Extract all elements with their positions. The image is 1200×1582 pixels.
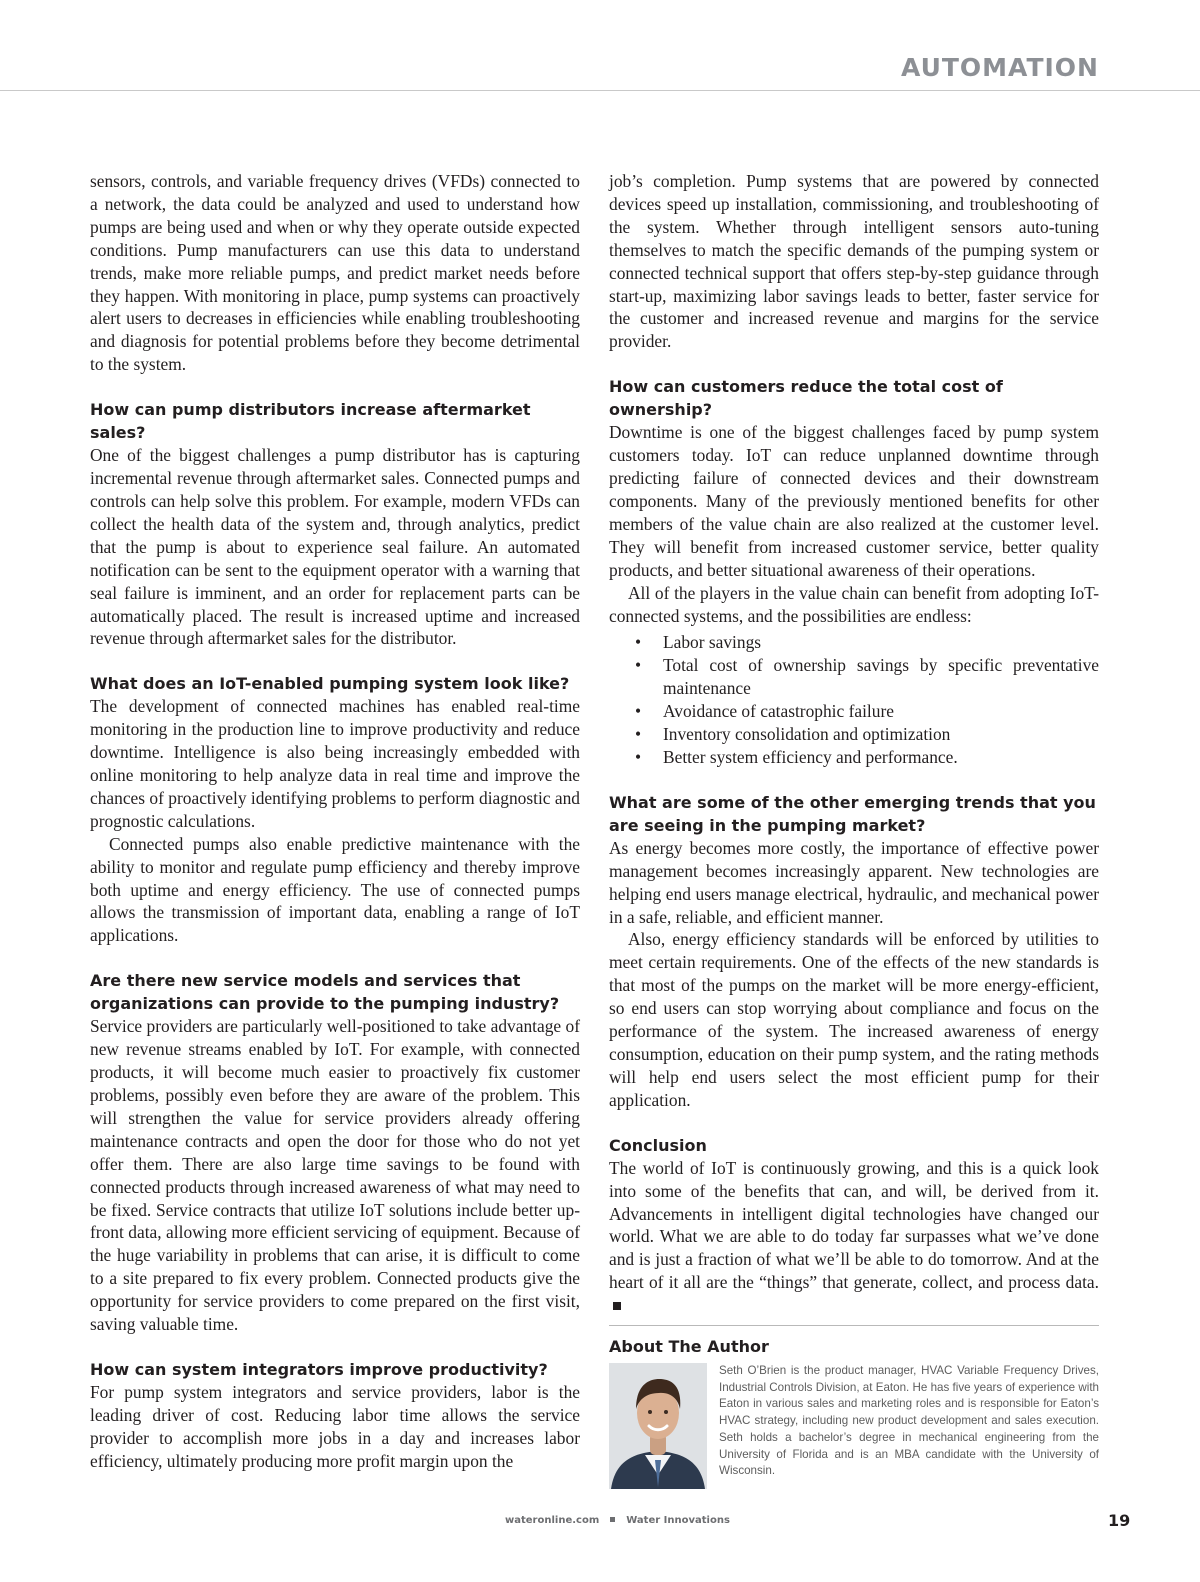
header-rule — [0, 90, 1200, 91]
list-item: • Better system efficiency and performance. — [635, 746, 958, 767]
iot-paragraph-1: The development of connected machines has enabled real-time monitoring in the production line to improve productivity and reduce downtime. Intelligence is also being increasingly embedded with online monitoring to help analyze data in real time and improve the chances of proactively identifying problems to perform diagnostic and prognostic calculations. — [90, 696, 580, 831]
bullet-icon: • — [635, 724, 642, 745]
bullet-icon: • — [635, 746, 642, 767]
benefits-list — [609, 631, 1099, 768]
section-title: AUTOMATION — [900, 53, 1099, 82]
intro-paragraph: sensors, controls, and variable frequency drives (VFDs) connected to a network, the data could be analyzed and used to understand how pumps are being used and when or why they operate outside expected conditions. Pump manufacturers can use this data to understand trends, make more reliable pumps, and predict market needs before they happen. With monitoring in place, pump systems can proactively alert users to decreases in efficiencies while enabling troubleshooting and diagnosis for potential problems before they become detrimental to the system. — [90, 171, 580, 375]
footer — [505, 1515, 730, 1526]
footer-publication: Water Innovations — [626, 1515, 730, 1526]
bullet-icon: • — [635, 701, 642, 722]
service-heading: Are there new service models and services that organizations can provide to the pumping industry? — [90, 971, 560, 1014]
iot-heading: What does an IoT-enabled pumping system look like? — [90, 674, 570, 694]
footer-site: wateronline.com — [505, 1515, 600, 1526]
integrators-heading: How can system integrators improve productivity? — [90, 1359, 548, 1379]
distributors-heading: How can pump distributors increase aftermarket sales? — [90, 400, 531, 443]
conclusion-paragraph: The world of IoT is continuously growing, and this is a quick look into some of the benefits that can, and will, be derived from it. Advancements in intelligent digital technologies have changed our world. What we are able to do today far surpasses what we’ve done and is just a fraction of what we’ll be able to do tomorrow. And at the heart of it all are the “things” that generate, collect, and process data. — [609, 1157, 1099, 1317]
continuation-paragraph: job’s completion. Pump systems that are powered by connected devices speed up installation, commissioning, and troubleshooting of the system. Whether through intelligent sensors auto-tuning themselves to match the specific demands of the pumping system or connected technical support that offers step-by-step guidance through start-up, maximizing labor savings leads to better, faster service for the customer and increased revenue and margins for the service provider. — [609, 171, 1099, 352]
author-heading: About The Author — [609, 1337, 769, 1357]
iot-paragraph-2: Connected pumps also enable predictive maintenance with the ability to monitor and regulate pump efficiency and thereby improve both uptime and energy efficiency. The use of connected pumps allows the transmission of important data, enabling a range of IoT applications. — [90, 833, 580, 946]
list-item: • Avoidance of catastrophic failure — [635, 701, 894, 722]
bullet-icon: • — [635, 655, 642, 676]
distributors-paragraph: One of the biggest challenges a pump distributor has is capturing incremental revenue through aftermarket sales. Connected pumps and controls can help solve this problem. For example, modern VFDs can collect the health data of the system and, through analytics, predict that the pump is about to experience seal failure. An automated notification can be sent to the equipment operator with a warning that seal failure is imminent, and an order for replacement parts can be automatically placed. The result is increased uptime and increased revenue through aftermarket sales for the distributor. — [90, 445, 580, 649]
author-box — [609, 1363, 1099, 1489]
ownership-paragraph-2: All of the players in the value chain can benefit from adopting IoT-connected systems, and the possibilities are endless: — [609, 582, 1099, 626]
author-photo — [609, 1363, 707, 1489]
bullet-icon: • — [635, 632, 642, 653]
left-column — [90, 170, 580, 1473]
author-divider — [609, 1325, 1099, 1326]
footer-separator-icon — [610, 1517, 615, 1522]
page-number: 19 — [1108, 1511, 1131, 1530]
ownership-heading: How can customers reduce the total cost of ownership? — [609, 377, 1003, 420]
list-item: • Labor savings — [635, 632, 762, 653]
trends-heading: What are some of the other emerging trends that you are seeing in the pumping market? — [609, 792, 1096, 835]
trends-paragraph-2: Also, energy efficiency standards will be enforced by utilities to meet certain requirements. One of the effects of the new standards is that most of the pumps on the market will be more energy-efficient, so end users can stop worrying about compliance and focus on the performance of the system. The increased awareness of energy consumption, education on their pump system, and the rating methods will help end users select the most efficient pump for their application. — [609, 929, 1099, 1110]
right-column — [609, 170, 1099, 1489]
ownership-paragraph-1: Downtime is one of the biggest challenges faced by pump system customers today. IoT can reduce unplanned downtime through predicting failure of connected devices and their downstream components. Many of the previously mentioned benefits for other members of the value chain are also realized at the customer level. They will benefit from increased customer service, better quality products, and better situational awareness of their operations. — [609, 422, 1099, 580]
list-item: • Total cost of ownership savings by specific preventative maintenance — [635, 655, 1099, 699]
conclusion-heading: Conclusion — [609, 1135, 707, 1155]
integrators-paragraph: For pump system integrators and service providers, labor is the leading driver of cost. Reducing labor time allows the service provider to accomplish more jobs in a day and increases labor efficiency, ultimately producing more profit margin upon the — [90, 1381, 580, 1471]
list-item: • Inventory consolidation and optimization — [635, 724, 951, 745]
service-paragraph: Service providers are particularly well-positioned to take advantage of new revenue streams enabled by IoT. For example, with connected products, it will become much easier to proactively fix customer problems, possibly even before they are aware of the problem. This will strengthen the value for service providers already offering maintenance contracts and open the door for those who do not yet offer them. There are also large time savings to be found with connected products through increased awareness of what may need to be fixed. Service contracts that utilize IoT solutions include better up-front data, allowing more efficient servicing of equipment. Because of the huge variability in problems that can arise, it is difficult to come to a site prepared to fix every problem. Connected products give the opportunity for service providers to come prepared on the first visit, saving valuable time. — [90, 1016, 580, 1335]
author-bio: Seth O’Brien is the product manager, HVAC Variable Frequency Drives, Industrial Controls Division, at Eaton. He has five years of experience with Eaton in various sales and marketing roles and is responsible for Eaton’s HVAC strategy, including new product development and sales execution. Seth holds a bachelor’s degree in mechanical engineering from the University of Florida and is an MBA candidate with the University of Wisconsin. — [719, 1364, 1099, 1478]
trends-paragraph-1: As energy becomes more costly, the importance of effective power management becomes increasingly apparent. New technologies are helping end users manage electrical, hydraulic, and mechanical power in a safe, reliable, and efficient manner. — [609, 837, 1099, 927]
end-mark-icon — [613, 1302, 621, 1310]
